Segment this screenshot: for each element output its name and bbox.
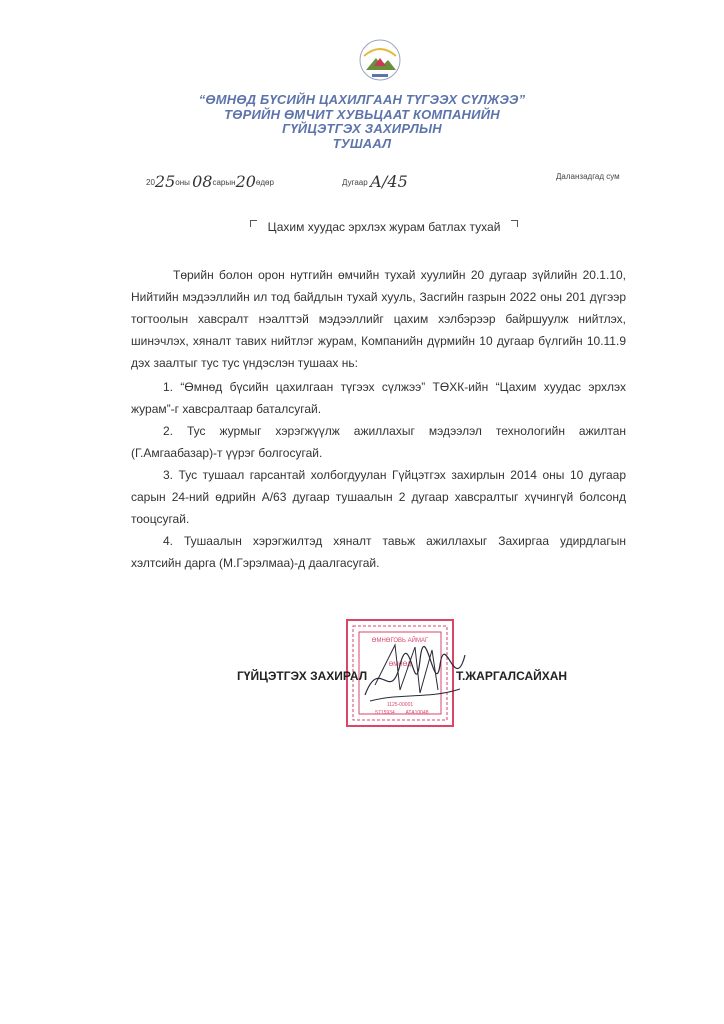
document-subject: Цахим хуудас эрхлэх журам батлах тухай (250, 218, 518, 240)
order-item: 1. “Өмнөд бүсийн цахилгаан түгээх сүлжээ” ТӨХК-ийн “Цахим хуудас эрхлэх журам”-г хавсралтаар баталсугай. (131, 380, 626, 416)
signatory-name: Т.ЖАРГАЛСАЙХАН (456, 669, 568, 683)
signatory-title: ГҮЙЦЭТГЭХ ЗАХИРАЛ (237, 669, 368, 683)
order-item: 2. Тус журмыг хэрэгжүүлж ажиллахыг мэдээлэл технологийн ажилтан (Г.Амгаабазар)-т үүрэг болгосугай. (131, 424, 626, 460)
corner-mark-right (511, 220, 518, 227)
order-items (131, 376, 626, 574)
document-city: Даланзадгад сум (556, 172, 620, 181)
handwritten-day: 20 (235, 172, 256, 191)
svg-text:ӨМНӨГОВЬ АЙМАГ: ӨМНӨГОВЬ АЙМАГ (371, 638, 429, 644)
document-number: Дугаар А/45 (342, 172, 408, 191)
org-name-line3: ГҮЙЦЭТГЭХ ЗАХИРЛЫН (282, 121, 442, 136)
handwritten-year: 25 (154, 172, 176, 191)
company-logo (352, 36, 408, 84)
org-name-line2: ТӨРИЙН ӨМЧИТ ХУВЬЦААТ КОМПАНИЙН (224, 107, 500, 122)
org-name-line1: “ӨМНӨД БҮСИЙН ЦАХИЛГААН ТҮГЭЭХ СҮЛЖЭЭ” (198, 92, 526, 107)
handwritten-signature (360, 635, 470, 715)
svg-text:1125-00001: 1125-00001 (386, 702, 414, 708)
order-item: 4. Тушаалын хэрэгжилтэд хяналт тавьж ажиллахыг Захиргаа удирдлагын хэлтсийн дарга (М.Гэрэлмаа)-д даалгасугай. (131, 534, 626, 570)
document-type: ТУШААЛ (332, 136, 392, 151)
document-date: 2025оны 08сарын20өдөр (146, 172, 274, 191)
corner-mark-left (250, 220, 257, 227)
handwritten-month: 08 (192, 172, 213, 191)
svg-text:ӨМНӨД: ӨМНӨД (388, 662, 412, 668)
order-item: 3. Тус тушаал гарсантай холбогдуулан Гүйцэтгэх захирлын 2014 оны 10 дугаар сарын 24-ний өдрийн А/63 дугаар тушаалын 2 дугаар хавсралтыг хүчингүй болсонд тооцсугай. (131, 468, 626, 526)
svg-text:АТА10048: АТА10048 (405, 710, 429, 716)
svg-text:5715934: 5715934 (375, 710, 395, 716)
intro-paragraph: Төрийн болон орон нутгийн өмчийн тухай хуулийн 20 дугаар зүйлийн 20.1.10, Нийтийн мэдээллийн ил тод байдлын тухай хууль, Засгийн газрын 2022 оны 201 дүгээр тогтоолын хавсралт нэалттэй мэдээллийг цахим хэлбэрээр байршуулж нийтлэх, шинэчлэх, хяналт тавих нийтлэг журам, Компанийн дүрмийн 10 дугаар бүлгийн 10.11.9 дэх заалтыг тус тус үндэслэн тушаах нь: (131, 268, 626, 370)
handwritten-number: А/45 (369, 172, 408, 191)
